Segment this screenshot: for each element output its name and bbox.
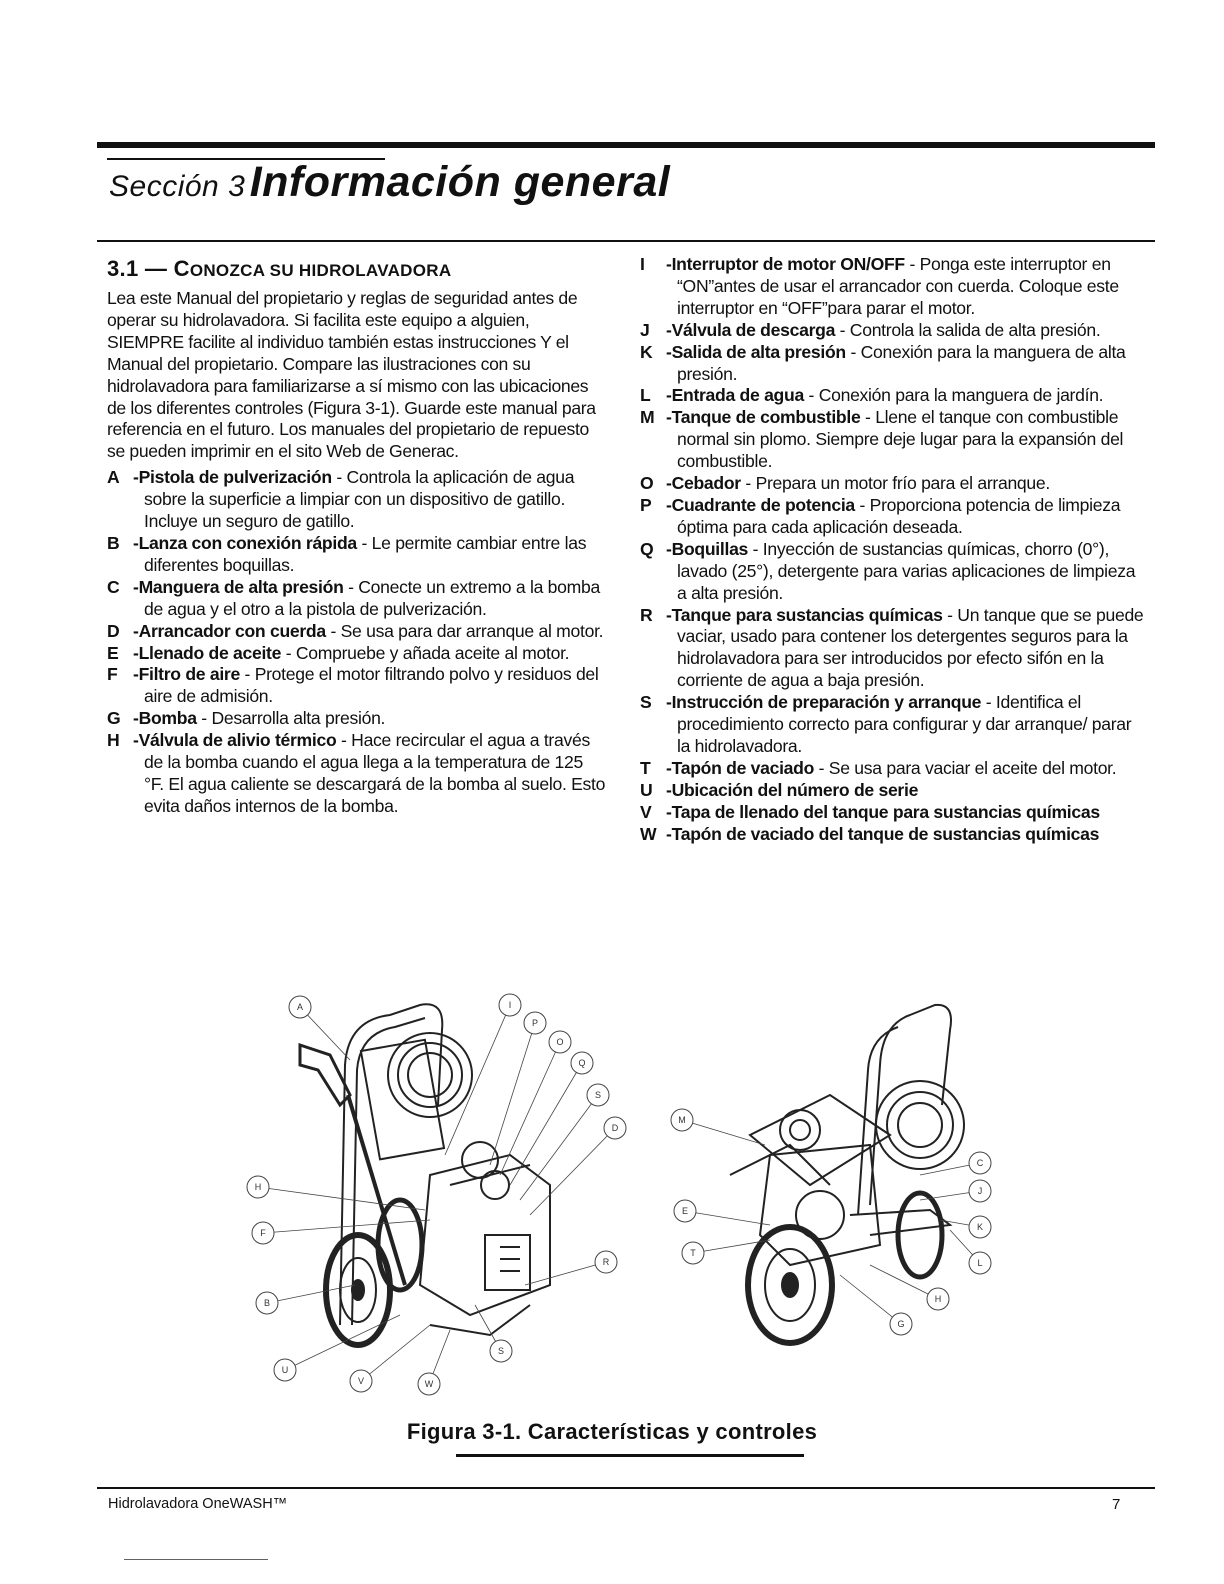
feature-letter: K — [640, 341, 653, 362]
feature-dash: - — [666, 801, 672, 822]
callout-label: S — [497, 1346, 505, 1356]
callout-label: C — [976, 1158, 984, 1168]
feature-letter: U — [640, 779, 653, 800]
feature-letter: O — [640, 473, 654, 494]
feature-dash: - — [666, 757, 672, 778]
callout-leader — [500, 1042, 560, 1175]
feature-item — [640, 824, 1145, 846]
feature-list-right — [640, 254, 1145, 845]
feature-dash: - — [666, 823, 672, 844]
feature-dash: - — [666, 692, 672, 713]
feature-letter: S — [640, 692, 652, 713]
feature-dash: - — [666, 319, 672, 340]
callout-label: O — [556, 1037, 564, 1047]
callout-leader — [682, 1120, 765, 1145]
feature-dash: - — [666, 494, 672, 515]
left-washer-illustration — [300, 1004, 550, 1345]
feature-term: Válvula de descarga — [671, 319, 836, 340]
callout-label: J — [977, 1186, 983, 1196]
feature-item — [640, 539, 1145, 605]
left-column — [107, 256, 607, 818]
feature-term: Tapón de vaciado del tanque de sustancias químicas — [671, 823, 1100, 844]
feature-description: - Identifica el procedimiento correcto para configurar y dar arranque/ parar la hidrolavadora. — [677, 692, 1132, 756]
callout-label: Q — [578, 1058, 586, 1068]
feature-letter: D — [107, 620, 120, 641]
page-number: 7 — [1112, 1496, 1121, 1513]
feature-term: Filtro de aire — [138, 664, 240, 685]
feature-term: Instrucción de preparación y arranque — [671, 692, 982, 713]
feature-dash: - — [133, 532, 139, 553]
feature-item — [640, 320, 1145, 342]
title-rule — [97, 240, 1155, 242]
callout-leader — [530, 1128, 615, 1215]
feature-item — [640, 254, 1145, 320]
feature-letter: E — [107, 642, 119, 663]
feature-dash: - — [133, 730, 139, 751]
callout-label: P — [531, 1018, 539, 1028]
feature-letter: H — [107, 730, 120, 751]
callout-label: G — [897, 1319, 905, 1329]
blue-underline — [124, 1559, 268, 1560]
feature-description: - Hace recircular el agua a través de la bomba cuando el agua llega a la temperatura de 125 °F. El agua caliente se descargará de la bomba al suelo. Esto evita daños internos de la bomba. — [144, 730, 606, 816]
feature-letter: G — [107, 708, 121, 729]
feature-description: - Proporciona potencia de limpieza óptima para cada aplicación deseada. — [677, 494, 1121, 537]
feature-dash: - — [133, 467, 139, 488]
feature-term: Tanque para sustancias químicas — [671, 604, 943, 625]
callout-label: D — [611, 1123, 619, 1133]
feature-item — [640, 495, 1145, 539]
feature-term: Tapón de vaciado — [671, 757, 815, 778]
feature-item — [107, 533, 607, 577]
feature-term: Tapa de llenado del tanque para sustancias químicas — [671, 801, 1100, 822]
caption-rule — [456, 1454, 804, 1457]
feature-dash: - — [666, 341, 672, 362]
callout-label: R — [602, 1257, 610, 1267]
feature-dash: - — [666, 538, 672, 559]
feature-dash: - — [666, 407, 672, 428]
callout-leader — [510, 1063, 582, 1185]
feature-item — [640, 385, 1145, 407]
callout-label: V — [357, 1376, 365, 1386]
footer-rule — [97, 1487, 1155, 1489]
feature-letter: W — [640, 823, 657, 844]
feature-letter: A — [107, 467, 120, 488]
feature-description: - Compruebe y añada aceite al motor. — [281, 642, 570, 663]
feature-letter: J — [640, 319, 650, 340]
feature-term: Arrancador con cuerda — [138, 620, 326, 641]
right-column — [640, 254, 1145, 845]
feature-item — [107, 621, 607, 643]
callout-leader — [285, 1315, 400, 1370]
feature-description: - Ponga este interruptor en “ON”antes de usar el arrancador con cuerda. Coloque este interruptor en “OFF”para parar el motor. — [677, 254, 1119, 318]
section-label: Sección 3 — [109, 170, 246, 203]
callout-label: M — [678, 1115, 686, 1125]
feature-description: - Protege el motor filtrando polvo y residuos del aire de admisión. — [144, 664, 599, 707]
feature-item — [640, 780, 1145, 802]
feature-letter: M — [640, 407, 655, 428]
feature-description: - Un tanque que se puede vaciar, usado para contener los detergentes seguros para la hidrolavadora para ser introducidos por efecto sifón en la corriente de agua a baja presión. — [677, 604, 1144, 691]
callout-label: K — [976, 1222, 984, 1232]
page-title — [109, 158, 670, 207]
feature-letter: Q — [640, 538, 654, 559]
feature-letter: T — [640, 757, 651, 778]
feature-letter: R — [640, 604, 653, 625]
feature-term: Boquillas — [671, 538, 749, 559]
feature-dash: - — [666, 604, 672, 625]
feature-item — [640, 758, 1145, 780]
feature-dash: - — [133, 664, 139, 685]
callout-leader — [685, 1211, 770, 1225]
subsection-number: 3.1 — — [107, 256, 168, 281]
intro-paragraph: Lea este Manual del propietario y reglas de seguridad antes de operar su hidrolavadora. Si facilita este equipo a alguien, SIEMPRE facilite al individuo también estas instrucciones Y el Manual del propietario. Compare las ilustraciones con su hidrolavadora para familiarizarse a sí mismo con las ubicaciones de los diferentes controles (Figura 3-1). Guarde este manual para referencia en el futuro. Los manuales del propietario de repuesto se pueden imprimir en el sito Web de Generac. — [107, 288, 596, 462]
feature-item — [107, 708, 607, 730]
feature-description: - Desarrolla alta presión. — [196, 708, 386, 729]
feature-description: - Se usa para vaciar el aceite del motor. — [814, 757, 1117, 778]
feature-item — [107, 664, 607, 708]
feature-item — [107, 730, 607, 818]
feature-description: - Le permite cambiar entre las diferentes boquillas. — [144, 532, 587, 575]
feature-dash: - — [133, 620, 139, 641]
feature-item — [640, 692, 1145, 758]
callout-label: B — [263, 1298, 271, 1308]
feature-item — [640, 802, 1145, 824]
feature-dash: - — [133, 708, 139, 729]
feature-dash: - — [666, 254, 672, 274]
feature-description: - Prepara un motor frío para el arranque. — [740, 473, 1050, 494]
callout-leader — [525, 1262, 606, 1285]
feature-dash: - — [133, 576, 139, 597]
feature-letter: P — [640, 494, 652, 515]
feature-list-left — [107, 467, 607, 818]
feature-letter: L — [640, 385, 651, 406]
pressure-washer-figure — [230, 985, 1010, 1405]
figure-caption: Figura 3-1. Características y controles — [406, 1419, 818, 1444]
callout-label: A — [296, 1002, 304, 1012]
feature-term: Lanza con conexión rápida — [138, 532, 357, 553]
feature-dash: - — [666, 385, 672, 406]
top-rule — [97, 142, 1155, 148]
feature-description: - Controla la aplicación de agua sobre la superficie a limpiar con un dispositivo de gatillo. Incluye un seguro de gatillo. — [144, 467, 575, 532]
feature-description: - Inyección de sustancias químicas, chorro (0°), lavado (25°), detergente para varias aplicaciones de limpieza a alta presión. — [677, 538, 1136, 603]
callout-label: L — [977, 1258, 983, 1268]
footer-product-name: Hidrolavadora OneWASH™ — [108, 1496, 288, 1512]
feature-term: Válvula de alivio térmico — [138, 730, 337, 751]
callout-label: W — [424, 1379, 434, 1389]
feature-term: Ubicación del número de serie — [671, 779, 919, 800]
feature-description: - Conecte un extremo a la bomba de agua y el otro a la pistola de pulverización. — [144, 576, 600, 619]
feature-description: - Conexión para la manguera de jardín. — [803, 385, 1104, 406]
callout-label: F — [260, 1228, 266, 1238]
callout-label: H — [934, 1294, 942, 1304]
feature-term: Entrada de agua — [671, 385, 804, 406]
feature-term: Manguera de alta presión — [138, 576, 344, 597]
feature-term: Bomba — [138, 708, 197, 729]
feature-item — [640, 605, 1145, 693]
subsection-title-rest: ONOZCA SU HIDROLAVADORA — [189, 261, 452, 280]
callout-leader — [361, 1325, 430, 1381]
feature-item — [107, 643, 607, 665]
feature-letter: I — [640, 254, 645, 274]
feature-item — [107, 577, 607, 621]
callout-label: E — [681, 1206, 689, 1216]
feature-term: Interruptor de motor ON/OFF — [671, 254, 905, 274]
feature-dash: - — [133, 642, 139, 663]
callout-label: I — [508, 1000, 512, 1010]
callout-label: H — [254, 1182, 262, 1192]
callout-label: U — [281, 1365, 289, 1375]
feature-letter: B — [107, 532, 120, 553]
callout-leader — [840, 1275, 901, 1324]
feature-letter: V — [640, 801, 652, 822]
feature-term: Cebador — [671, 473, 741, 494]
feature-item — [640, 473, 1145, 495]
callout-leader — [490, 1023, 535, 1165]
feature-term: Cuadrante de potencia — [671, 494, 855, 515]
feature-dash: - — [666, 473, 672, 494]
callout-label: T — [690, 1248, 696, 1258]
feature-term: Tanque de combustible — [671, 407, 861, 428]
feature-letter: C — [107, 576, 120, 597]
feature-item — [107, 467, 607, 533]
feature-letter: F — [107, 664, 118, 685]
feature-item — [640, 342, 1145, 386]
subsection-title-initial: C — [173, 256, 190, 281]
callout-leader — [263, 1220, 430, 1233]
feature-description: - Conexión para la manguera de alta presión. — [677, 341, 1126, 384]
subsection-heading — [107, 256, 607, 282]
feature-term: Salida de alta presión — [671, 341, 846, 362]
feature-description: - Controla la salida de alta presión. — [835, 319, 1101, 340]
feature-dash: - — [666, 779, 672, 800]
callout-label: S — [594, 1090, 602, 1100]
section-title: Información general — [249, 158, 671, 206]
feature-term: Pistola de pulverización — [138, 467, 332, 488]
feature-term: Llenado de aceite — [138, 642, 282, 663]
feature-description: - Llene el tanque con combustible normal sin plomo. Siempre deje lugar para la expansión del combustible. — [677, 407, 1124, 472]
feature-description: - Se usa para dar arranque al motor. — [325, 620, 604, 641]
feature-item — [640, 407, 1145, 473]
